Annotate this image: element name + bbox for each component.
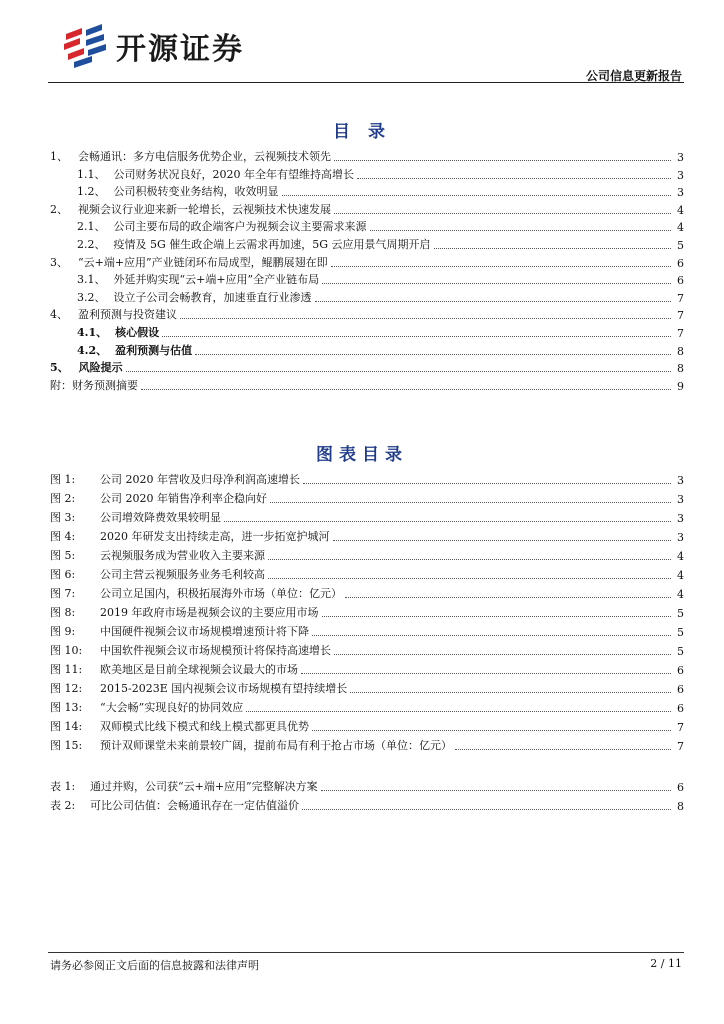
toc-entry[interactable]: 3、 “云+端+应用”产业链闭环布局成型，鲲鹏展翅在即 6 — [50, 255, 684, 270]
toc-entry[interactable]: 2.1、 公司主要布局的政企端客户为视频会议主要需求来源 4 — [77, 220, 684, 235]
toc-entry[interactable]: 3.2、 设立子公司会畅教育，加速垂直行业渗透 7 — [77, 290, 684, 305]
figure-entry[interactable]: 图 3: 公司增效降费效果较明显 3 — [50, 511, 684, 525]
figure-entry[interactable]: 图 8: 2019 年政府市场是视频会议的主要应用市场 5 — [50, 606, 684, 620]
page-header — [48, 22, 684, 82]
toc-entry[interactable]: 1.1、 公司财务状况良好，2020 年全年有望维持高增长 3 — [77, 167, 684, 182]
report-type: 公司信息更新报告 — [585, 69, 682, 83]
toc-entry[interactable]: 4.1、 核心假设 7 — [77, 326, 684, 340]
toc-entry[interactable]: 4、 盈利预测与投资建议 7 — [50, 308, 684, 323]
logo-mark-icon — [62, 24, 110, 68]
footer-disclaimer: 请务必参阅正文后面的信息披露和法律声明 — [50, 959, 259, 972]
figure-entry[interactable]: 图 14: 双师模式比线下模式和线上模式都更具优势 7 — [50, 720, 684, 734]
footer-divider — [48, 952, 684, 953]
toc-entry[interactable]: 1.2、 公司积极转变业务结构，收效明显 3 — [77, 185, 684, 200]
figure-entry[interactable]: 图 12: 2015-2023E 国内视频会议市场规模有望持续增长 6 — [50, 682, 684, 696]
toc-entry[interactable]: 4.2、 盈利预测与估值 8 — [77, 343, 684, 358]
figure-entry[interactable]: 图 13: “大会畅”实现良好的协同效应 6 — [50, 701, 684, 715]
figure-entry[interactable]: 图 9: 中国硬件视频会议市场规模增速预计将下降 5 — [50, 625, 684, 639]
logo-text: 开源证券 — [116, 32, 244, 67]
figure-entry[interactable]: 图 4: 2020 年研发支出持续走高，进一步拓宽护城河 3 — [50, 530, 684, 544]
toc-title: 目 录 — [333, 122, 391, 142]
header-divider — [48, 82, 684, 83]
toc-entry[interactable]: 附： 财务预测摘要 9 — [50, 378, 684, 393]
toc-entry[interactable]: 5、 风险提示 8 — [50, 361, 684, 376]
figure-entry[interactable]: 图 5: 云视频服务成为营业收入主要来源 4 — [50, 549, 684, 563]
table-entry[interactable]: 表 1: 通过并购，公司获“云+端+应用”完整解决方案 6 — [50, 780, 684, 794]
figure-entry[interactable]: 图 10: 中国软件视频会议市场规模预计将保持高速增长 5 — [50, 644, 684, 658]
toc-entry[interactable]: 2.2、 疫情及 5G 催生政企端上云需求再加速，5G 云应用景气周期开启 5 — [77, 238, 684, 252]
figure-entry[interactable]: 图 1: 公司 2020 年营收及归母净利润高速增长 3 — [50, 473, 684, 487]
toc-entry[interactable]: 1、 会畅通讯：多方电信服务优势企业，云视频技术领先 3 — [50, 150, 684, 164]
figure-entry[interactable]: 图 11: 欧美地区是目前全球视频会议最大的市场 6 — [50, 663, 684, 677]
page-number: 2 / 11 — [650, 957, 682, 970]
company-logo — [62, 22, 244, 70]
table-entry[interactable]: 表 2: 可比公司估值：会畅通讯存在一定估值溢价 8 — [50, 799, 684, 813]
toc-entry[interactable]: 2、 视频会议行业迎来新一轮增长，云视频技术快速发展 4 — [50, 202, 684, 217]
figures-title: 图表目录 — [316, 445, 408, 465]
figure-entry[interactable]: 图 6: 公司主营云视频服务业务毛利较高 4 — [50, 568, 684, 582]
figure-entry[interactable]: 图 7: 公司立足国内，积极拓展海外市场（单位：亿元） 4 — [50, 587, 684, 601]
toc-entry[interactable]: 3.1、 外延并购实现“云+端+应用”全产业链布局 6 — [77, 273, 684, 288]
figure-entry[interactable]: 图 15: 预计双师课堂未来前景较广阔，提前布局有利于抢占市场（单位：亿元） 7 — [50, 739, 684, 753]
figure-entry[interactable]: 图 2: 公司 2020 年销售净利率企稳向好 3 — [50, 492, 684, 506]
